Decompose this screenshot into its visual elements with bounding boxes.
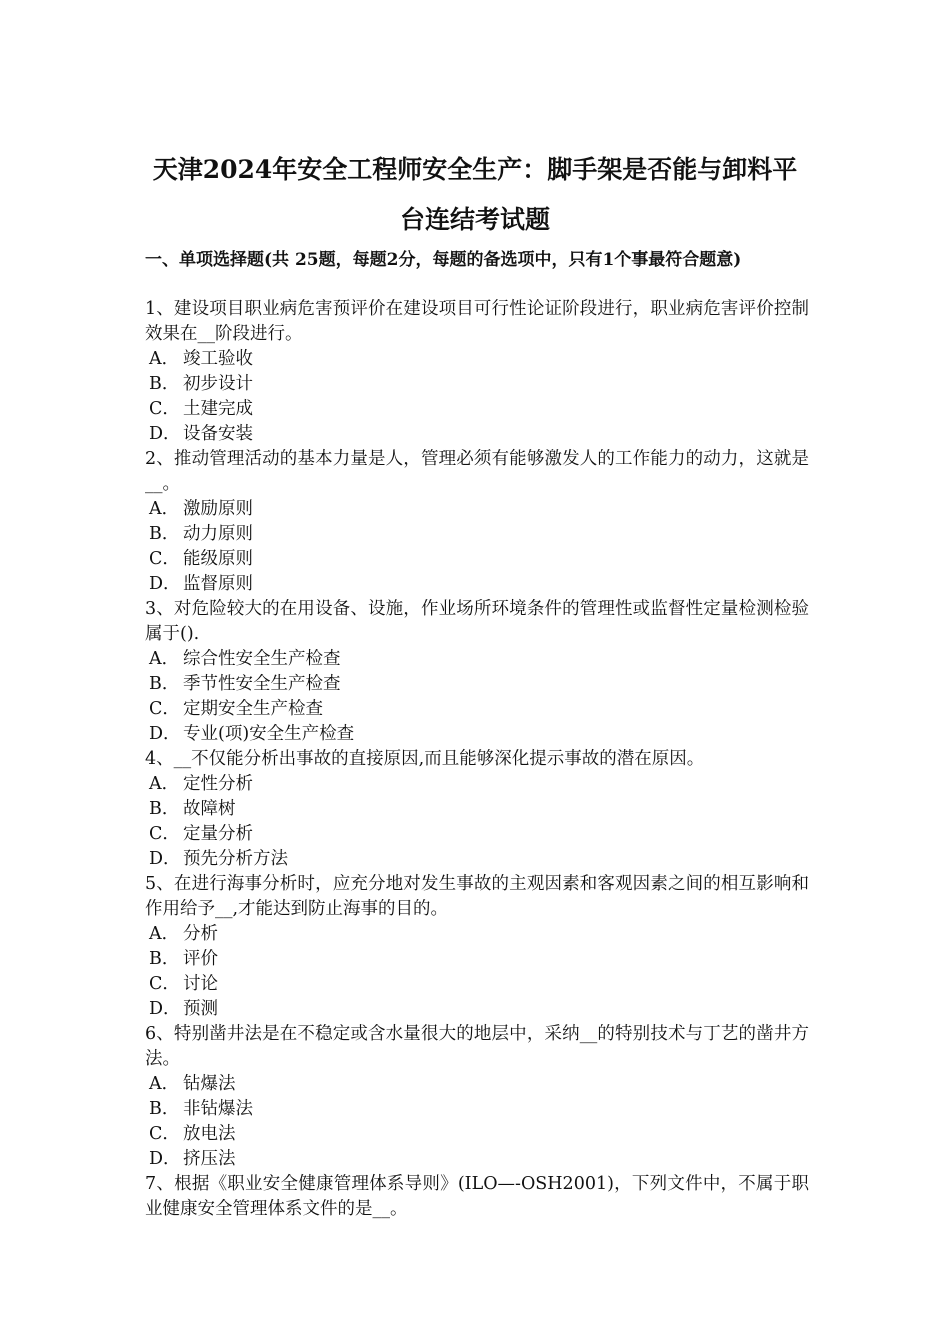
option-text: 土建完成 bbox=[183, 399, 253, 419]
question-text: 5、在进行海事分析时，应充分地对发生事故的主观因素和客观因素之间的相互影响和作用给予__,才能达到防止海事的目的。 bbox=[145, 874, 809, 919]
question-text: 3、对危险较大的在用设备、设施，作业场所环境条件的管理性或监督性定量检测检验属于(). bbox=[145, 599, 809, 644]
option-a bbox=[145, 347, 809, 372]
option-b bbox=[145, 947, 809, 972]
section-heading: 一、单项选择题(共 25题，每题2分，每题的备选项中，只有1个事最符合题意) bbox=[145, 250, 742, 270]
option-text: 放电法 bbox=[183, 1124, 236, 1144]
question-list bbox=[145, 297, 809, 1222]
option-text: 初步设计 bbox=[183, 374, 253, 394]
option-text: 定量分析 bbox=[183, 824, 253, 844]
question-7 bbox=[145, 1172, 809, 1222]
option-text: 专业(项)安全生产检查 bbox=[183, 724, 355, 744]
option-b bbox=[145, 672, 809, 697]
option-letter: D． bbox=[149, 574, 181, 594]
option-text: 动力原则 bbox=[183, 524, 253, 544]
option-d bbox=[145, 722, 809, 747]
option-letter: A． bbox=[149, 649, 180, 669]
option-text: 定期安全生产检查 bbox=[183, 699, 323, 719]
question-text: 4、__不仅能分析出事故的直接原因,而且能够深化提示事故的潜在原因。 bbox=[145, 749, 705, 769]
option-letter: B． bbox=[149, 949, 180, 969]
option-a bbox=[145, 772, 809, 797]
option-text: 能级原则 bbox=[183, 549, 253, 569]
option-d bbox=[145, 997, 809, 1022]
question-6 bbox=[145, 1022, 809, 1172]
option-letter: A． bbox=[149, 1074, 180, 1094]
option-c bbox=[145, 822, 809, 847]
question-text: 7、根据《职业安全健康管理体系导则》(ILO—-OSH2001)，下列文件中，不属于职业健康安全管理体系文件的是__。 bbox=[145, 1174, 809, 1219]
option-text: 评价 bbox=[183, 949, 218, 969]
option-text: 监督原则 bbox=[183, 574, 253, 594]
option-letter: C． bbox=[149, 399, 180, 419]
option-text: 竣工验收 bbox=[183, 349, 253, 369]
question-text: 2、推动管理活动的基本力量是人，管理必须有能够激发人的工作能力的动力，这就是__。 bbox=[145, 449, 809, 494]
option-text: 综合性安全生产检查 bbox=[183, 649, 341, 669]
option-text: 讨论 bbox=[183, 974, 218, 994]
option-a bbox=[145, 647, 809, 672]
option-text: 预测 bbox=[183, 999, 218, 1019]
question-text: 1、建设项目职业病危害预评价在建设项目可行性论证阶段进行，职业病危害评价控制效果在__阶段进行。 bbox=[145, 299, 809, 344]
option-letter: D． bbox=[149, 724, 181, 744]
option-text: 季节性安全生产检查 bbox=[183, 674, 341, 694]
option-letter: A． bbox=[149, 924, 180, 944]
option-d bbox=[145, 847, 809, 872]
option-letter: C． bbox=[149, 549, 180, 569]
option-text: 钻爆法 bbox=[183, 1074, 236, 1094]
option-text: 激励原则 bbox=[183, 499, 253, 519]
option-letter: D． bbox=[149, 849, 181, 869]
option-letter: D． bbox=[149, 999, 181, 1019]
option-d bbox=[145, 422, 809, 447]
option-text: 非钻爆法 bbox=[183, 1099, 253, 1119]
option-letter: D． bbox=[149, 1149, 181, 1169]
option-c bbox=[145, 972, 809, 997]
option-text: 设备安装 bbox=[183, 424, 253, 444]
option-text: 挤压法 bbox=[183, 1149, 236, 1169]
document-title-line-2: 台连结考试题 bbox=[399, 205, 550, 234]
option-c bbox=[145, 697, 809, 722]
option-letter: C． bbox=[149, 974, 180, 994]
option-text: 分析 bbox=[183, 924, 218, 944]
option-c bbox=[145, 397, 809, 422]
option-a bbox=[145, 1072, 809, 1097]
option-letter: A． bbox=[149, 499, 180, 519]
option-c bbox=[145, 1122, 809, 1147]
option-b bbox=[145, 522, 809, 547]
question-4 bbox=[145, 747, 809, 872]
option-a bbox=[145, 922, 809, 947]
option-c bbox=[145, 547, 809, 572]
option-letter: A． bbox=[149, 774, 180, 794]
option-letter: B． bbox=[149, 1099, 180, 1119]
option-letter: C． bbox=[149, 699, 180, 719]
option-text: 预先分析方法 bbox=[183, 849, 288, 869]
option-letter: C． bbox=[149, 1124, 180, 1144]
option-b bbox=[145, 797, 809, 822]
option-a bbox=[145, 497, 809, 522]
option-letter: B． bbox=[149, 524, 180, 544]
option-letter: A． bbox=[149, 349, 180, 369]
option-d bbox=[145, 1147, 809, 1172]
question-3 bbox=[145, 597, 809, 747]
option-b bbox=[145, 1097, 809, 1122]
option-text: 故障树 bbox=[183, 799, 236, 819]
option-letter: B． bbox=[149, 799, 180, 819]
option-b bbox=[145, 372, 809, 397]
question-5 bbox=[145, 872, 809, 1022]
question-1 bbox=[145, 297, 809, 447]
question-text: 6、特别凿井法是在不稳定或含水量很大的地层中，采纳__的特别技术与丁艺的凿井方法。 bbox=[145, 1024, 809, 1069]
question-2 bbox=[145, 447, 809, 597]
document-title-line-1: 天津2024年安全工程师安全生产：脚手架是否能与卸料平 bbox=[152, 155, 798, 184]
option-letter: B． bbox=[149, 674, 180, 694]
option-letter: D． bbox=[149, 424, 181, 444]
option-text: 定性分析 bbox=[183, 774, 253, 794]
option-letter: B． bbox=[149, 374, 180, 394]
option-d bbox=[145, 572, 809, 597]
option-letter: C． bbox=[149, 824, 180, 844]
